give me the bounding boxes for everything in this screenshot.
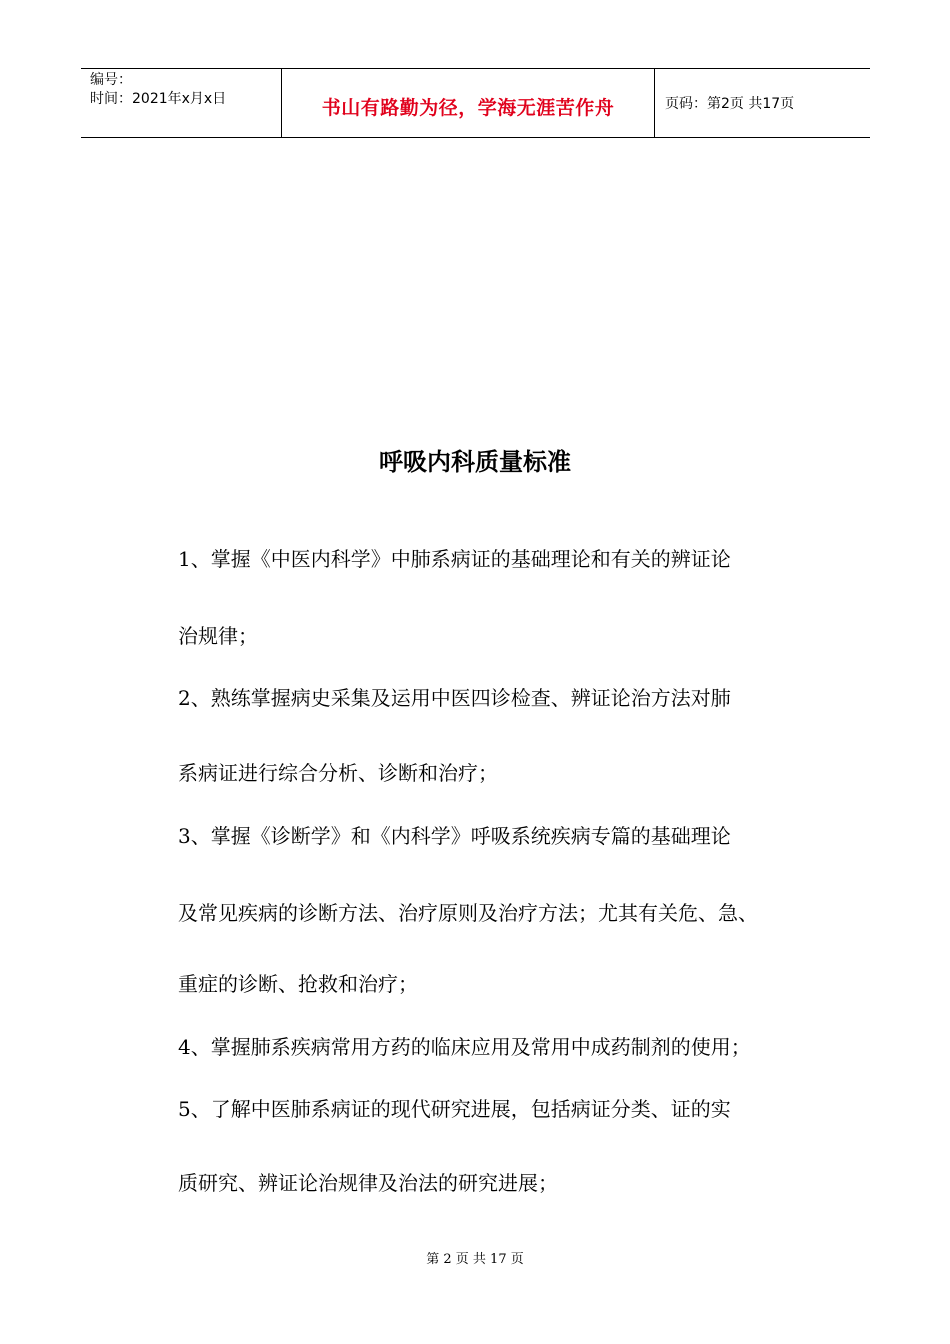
body-line: 5、了解中医肺系病证的现代研究进展，包括病证分类、证的实 xyxy=(178,1097,731,1121)
body-line: 系病证进行综合分析、诊断和治疗； xyxy=(178,761,498,785)
page-footer: 第 2 页 共 17 页 xyxy=(426,1252,524,1267)
body-line: 4、掌握肺系疾病常用方药的临床应用及常用中成药制剂的使用； xyxy=(178,1035,751,1059)
header-page-cell xyxy=(655,69,870,137)
body-line: 1、掌握《中医内科学》中肺系病证的基础理论和有关的辨证论 xyxy=(178,547,731,571)
header-meta-cell xyxy=(81,69,282,137)
document-number-label: 编号： xyxy=(90,72,132,88)
document-title: 呼吸内科质量标准 xyxy=(379,448,571,476)
page-header xyxy=(81,68,870,138)
body-line: 质研究、辨证论治规律及治法的研究进展； xyxy=(178,1171,558,1195)
document-time-label: 时间：2021年x月x日 xyxy=(90,91,227,107)
body-line: 2、熟练掌握病史采集及运用中医四诊检查、辨证论治方法对肺 xyxy=(178,686,731,710)
body-line: 重症的诊断、抢救和治疗； xyxy=(178,972,418,996)
header-motto: 书山有路勤为径，学海无涯苦作舟 xyxy=(321,96,615,119)
header-page-info: 页码：第2页 共17页 xyxy=(665,96,795,112)
header-motto-cell xyxy=(282,69,655,137)
body-line: 治规律； xyxy=(178,624,258,648)
body-line: 3、掌握《诊断学》和《内科学》呼吸系统疾病专篇的基础理论 xyxy=(178,824,731,848)
body-line: 及常见疾病的诊断方法、治疗原则及治疗方法；尤其有关危、急、 xyxy=(178,901,758,925)
